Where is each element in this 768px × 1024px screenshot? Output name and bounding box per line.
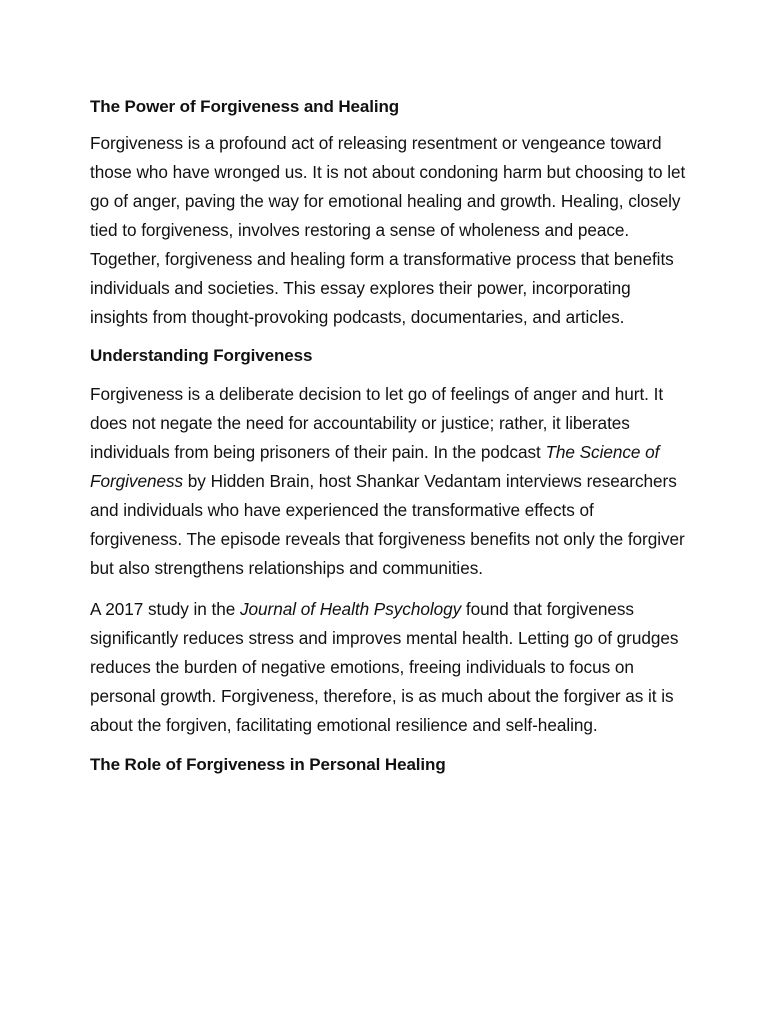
section-heading-understanding: Understanding Forgiveness — [90, 346, 313, 365]
paragraph-text: found that forgiveness significantly reduces stress and improves mental health. Letting go of grudges reduces the burden of negative emotions, freeing individuals to focus on personal growth. Forgiveness, therefore, is as much about the forgiver as it is about the forgiven, facilitating emotional resilience and self-healing. — [90, 599, 679, 735]
understanding-paragraph-1 — [90, 380, 690, 583]
intro-paragraph: Forgiveness is a profound act of releasing resentment or vengeance toward those who have wronged us. It is not about condoning harm but choosing to let go of anger, paving the way for emotional healing and growth. Healing, closely tied to forgiveness, involves restoring a sense of wholeness and peace. Together, forgiveness and healing form a transformative process that benefits individuals and societies. This essay explores their power, incorporating insights from thought-provoking podcasts, documentaries, and articles. — [90, 133, 686, 327]
document-title: The Power of Forgiveness and Healing — [90, 97, 400, 116]
paragraph-text: A 2017 study in the — [90, 599, 240, 619]
paragraph-text: by Hidden Brain, host Shankar Vedantam interviews researchers and individuals who have experienced the transformative effects of forgiveness. The episode reveals that forgiveness benefits not only the forgiver but also strengthens relationships and communities. — [90, 471, 685, 578]
journal-title: Journal of Health Psychology — [239, 599, 462, 619]
document-page — [90, 94, 690, 789]
paragraph-text: Forgiveness is a deliberate decision to let go of feelings of anger and hurt. It does not negate the need for accountability or justice; rather, it liberates individuals from being prisoners of their pain. In the podcast — [90, 384, 664, 462]
understanding-paragraph-2 — [90, 595, 690, 740]
section-heading-personal-healing: The Role of Forgiveness in Personal Healing — [90, 755, 446, 774]
podcast-title: The Science of Forgiveness — [90, 442, 660, 491]
